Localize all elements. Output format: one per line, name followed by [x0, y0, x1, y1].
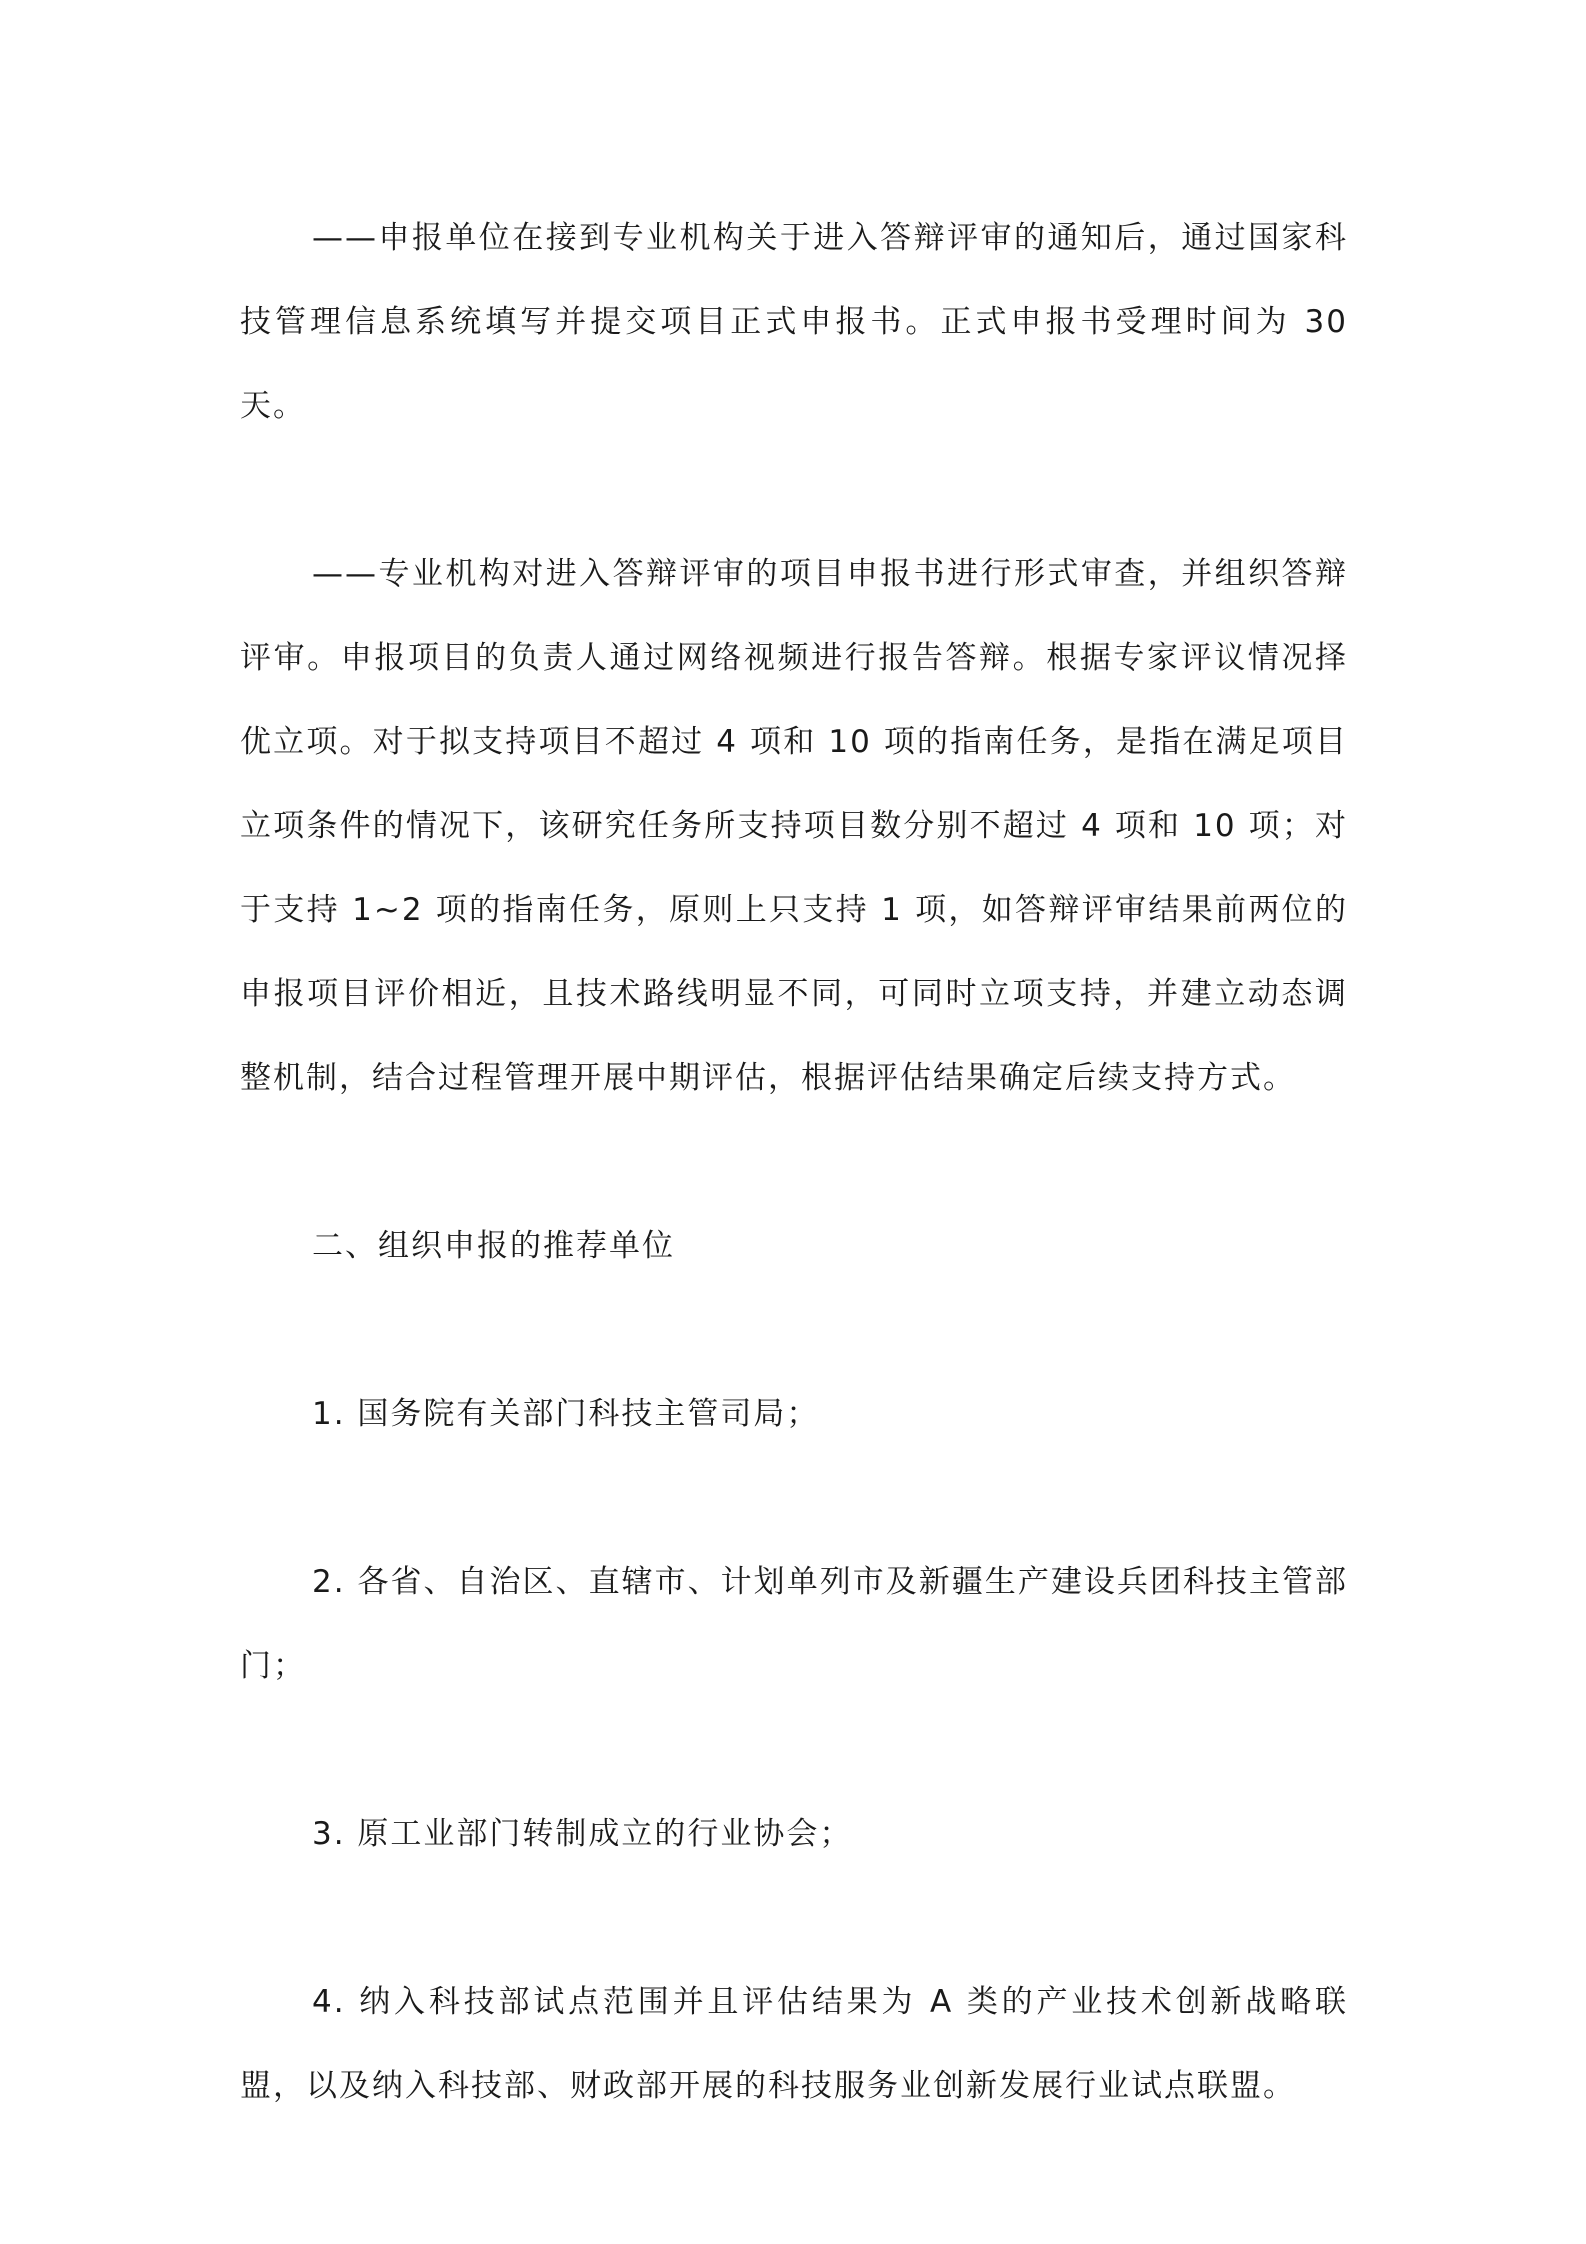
- list-item-1: 1. 国务院有关部门科技主管司局；: [312, 1396, 820, 1432]
- list-item-3: 3. 原工业部门转制成立的行业协会；: [312, 1816, 853, 1852]
- document-body: [240, 196, 1348, 2128]
- paragraph-defense-review: ——专业机构对进入答辩评审的项目申报书进行形式审查，并组织答辩评审。申报项目的负责人通过网络视频进行报告答辩。根据专家评议情况择优立项。对于拟支持项目不超过 4 项和 10 项的指南任务，是指在满足项目立项条件的情况下，该研究任务所支持项目数分别不超过 4 项和 10 项；对于支持 1~2 项的指南任务，原则上只支持 1 项，如答辩评审结果前两位的申报项目评价相近，且技术路线明显不同，可同时立项支持，并建立动态调整机制，结合过程管理开展中期评估，根据评估结果确定后续支持方式。: [240, 556, 1348, 1096]
- paragraph-application-submission: ——申报单位在接到专业机构关于进入答辩评审的通知后，通过国家科技管理信息系统填写并提交项目正式申报书。正式申报书受理时间为 30 天。: [240, 220, 1348, 424]
- list-item-2: 2. 各省、自治区、直辖市、计划单列市及新疆生产建设兵团科技主管部门；: [240, 1564, 1348, 1684]
- list-item-4: 4. 纳入科技部试点范围并且评估结果为 A 类的产业技术创新战略联盟，以及纳入科技部、财政部开展的科技服务业创新发展行业试点联盟。: [240, 1984, 1348, 2104]
- section-heading-recommending-units: 二、组织申报的推荐单位: [312, 1228, 675, 1264]
